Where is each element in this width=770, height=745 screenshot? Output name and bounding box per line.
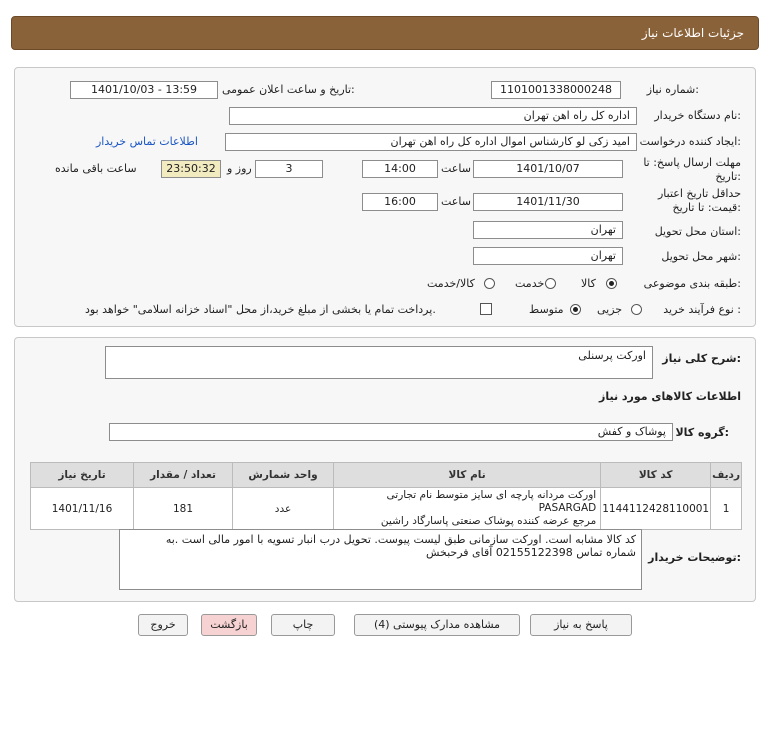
buyer-notes-field (119, 529, 642, 590)
province-field: تهران (473, 221, 623, 239)
remaining-time-field: 23:50:32 (161, 160, 221, 178)
purchase-medium-radio[interactable] (570, 304, 581, 315)
treasury-note: پرداخت تمام یا بخشی از مبلغ خرید،از محل "اسناد خزانه اسلامی" خواهد بود. (85, 303, 436, 316)
category-goods-service-label: کالا/خدمت (427, 277, 475, 290)
deadline-label: مهلت ارسال پاسخ: تا (643, 156, 741, 169)
cell-code: 1144112428110001 (601, 488, 711, 530)
purchase-minor-radio[interactable] (631, 304, 642, 315)
goods-table (30, 462, 742, 530)
goods-group-label: گروه کالا: (675, 426, 729, 439)
need-number-label: شماره نیاز: (646, 83, 699, 96)
city-label: شهر محل تحویل: (661, 250, 741, 263)
category-service-radio[interactable] (545, 278, 556, 289)
purchase-medium-label: متوسط (529, 303, 564, 316)
deadline-label-date: تاریخ: (715, 170, 741, 183)
goods-info-heading: اطلاعات کالاهای مورد نیاز (599, 390, 741, 403)
reply-button[interactable]: پاسخ به نیاز (530, 614, 632, 636)
buyer-notes-line2: شماره تماس 02155122398 آقای فرحبخش (425, 546, 636, 559)
announce-label: تاریخ و ساعت اعلان عمومی: (222, 83, 355, 96)
buyer-org-field: اداره کل راه اهن تهران (229, 107, 637, 125)
announce-field: 1401/10/03 - 13:59 (70, 81, 218, 99)
treasury-checkbox[interactable] (480, 303, 492, 315)
col-name: نام کالا (334, 463, 601, 488)
summary-label: شرح کلی نیاز: (662, 352, 741, 365)
goods-group-field: پوشاک و کفش (109, 423, 673, 441)
days-label: روز و (227, 162, 252, 175)
col-unit: واحد شمارش (233, 463, 334, 488)
need-detail-panel (14, 337, 756, 602)
buyer-notes-label: توضیحات خریدار: (648, 551, 741, 564)
deadline-time-label: ساعت (441, 162, 471, 175)
validity-time-label: ساعت (441, 195, 471, 208)
days-field: 3 (255, 160, 323, 178)
cell-unit: عدد (233, 488, 334, 530)
cell-qty: 181 (134, 488, 233, 530)
exit-button[interactable]: خروج (138, 614, 188, 636)
need-number-field: 1101001338000248 (491, 81, 621, 99)
summary-field: اورکت پرسنلی (105, 346, 653, 379)
validity-date-field: 1401/11/30 (473, 193, 623, 211)
category-goods-label: کالا (581, 277, 596, 290)
validity-label-date: قیمت: تا تاریخ: (672, 201, 741, 214)
province-label: استان محل تحویل: (654, 225, 741, 238)
col-date: تاریخ نیاز (31, 463, 134, 488)
col-code: کد کالا (601, 463, 711, 488)
validity-label: حداقل تاریخ اعتبار (657, 187, 741, 200)
cell-name (334, 488, 601, 530)
need-info-panel (14, 67, 756, 327)
category-service-label: خدمت (515, 277, 545, 290)
print-button[interactable]: چاپ (271, 614, 335, 636)
buyer-contact-link[interactable]: اطلاعات تماس خریدار (96, 135, 198, 148)
city-field: تهران (473, 247, 623, 265)
buyer-notes-line1: کد کالا مشابه است. اورکت سازمانی طبق لیست پیوست. تحویل درب انبار تسویه با امور مالی است .به (165, 533, 636, 546)
category-label: طبقه بندی موضوعی: (643, 277, 741, 290)
buyer-org-label: نام دستگاه خریدار: (654, 109, 741, 122)
col-qty: تعداد / مقدار (134, 463, 233, 488)
requester-label: ایجاد کننده درخواست: (639, 135, 741, 148)
table-row (31, 488, 742, 530)
remaining-label: ساعت باقی مانده (55, 162, 137, 175)
col-row: ردیف (711, 463, 742, 488)
cell-name-line1: اورکت مردانه پارچه ای سایز متوسط نام تجارتی PASARGAD (386, 489, 597, 514)
cell-date: 1401/11/16 (31, 488, 134, 530)
page-title: جزئیات اطلاعات نیاز (641, 26, 744, 40)
back-button[interactable]: بازگشت (201, 614, 257, 636)
page-header (11, 16, 759, 50)
deadline-date-field: 1401/10/07 (473, 160, 623, 178)
purchase-type-label: نوع فرآیند خرید : (663, 303, 741, 316)
validity-time-field: 16:00 (362, 193, 438, 211)
requester-field: امید زکی لو کارشناس اموال اداره کل راه اهن تهران (225, 133, 637, 151)
cell-name-line2: مرجع عرضه کننده پوشاک صنعتی پاسارگاد راشین (380, 515, 597, 527)
category-goods-service-radio[interactable] (484, 278, 495, 289)
category-goods-radio[interactable] (606, 278, 617, 289)
deadline-time-field: 14:00 (362, 160, 438, 178)
cell-row: 1 (711, 488, 742, 530)
purchase-minor-label: جزیی (597, 303, 623, 316)
view-documents-button[interactable]: مشاهده مدارک پیوستی (4) (354, 614, 520, 636)
